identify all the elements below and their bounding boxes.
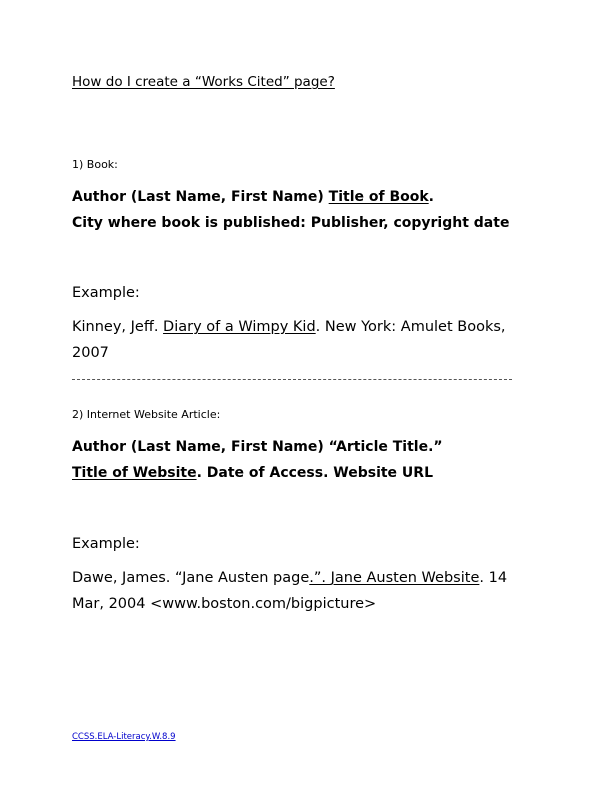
website-format-site: Title of Website <box>72 465 197 481</box>
website-example-start: Dawe, James. “Jane Austen page <box>72 570 310 586</box>
website-format-line1: Author (Last Name, First Name) “Article Title.” <box>72 439 443 455</box>
website-format-rest: . Date of Access. Website URL <box>196 465 433 481</box>
book-format-line1 <box>72 189 434 205</box>
website-example-rest: . 14 <box>479 570 508 586</box>
book-format-author: Author (Last Name, First Name) <box>72 189 329 205</box>
website-example-label: Example: <box>72 536 140 552</box>
website-example-line2: Mar, 2004 <www.boston.com/bigpicture> <box>72 596 377 612</box>
website-example-quote: .”. <box>309 570 331 586</box>
website-format-line2 <box>72 465 433 481</box>
section-divider <box>72 379 512 380</box>
book-example-year: 2007 <box>72 345 109 361</box>
book-example-label: Example: <box>72 285 140 301</box>
section-heading-book: 1) Book: <box>72 158 118 171</box>
website-example-line1 <box>72 570 507 586</box>
book-example-rest: . New York: Amulet Books, <box>315 319 506 335</box>
book-format-title: Title of Book <box>328 189 429 205</box>
book-example-title: Diary of a Wimpy Kid <box>163 319 316 335</box>
section-heading-website: 2) Internet Website Article: <box>72 408 221 421</box>
book-format-title-end: . <box>428 189 434 205</box>
book-format-line2: City where book is published: Publisher, copyright date <box>72 215 510 231</box>
standard-link[interactable]: CCSS.ELA-Literacy.W.8.9 <box>72 732 176 742</box>
book-example-author: Kinney, Jeff. <box>72 319 164 335</box>
page-title: How do I create a “Works Cited” page? <box>72 74 335 90</box>
book-example-line1 <box>72 319 506 335</box>
website-example-site: Jane Austen Website <box>330 570 480 586</box>
